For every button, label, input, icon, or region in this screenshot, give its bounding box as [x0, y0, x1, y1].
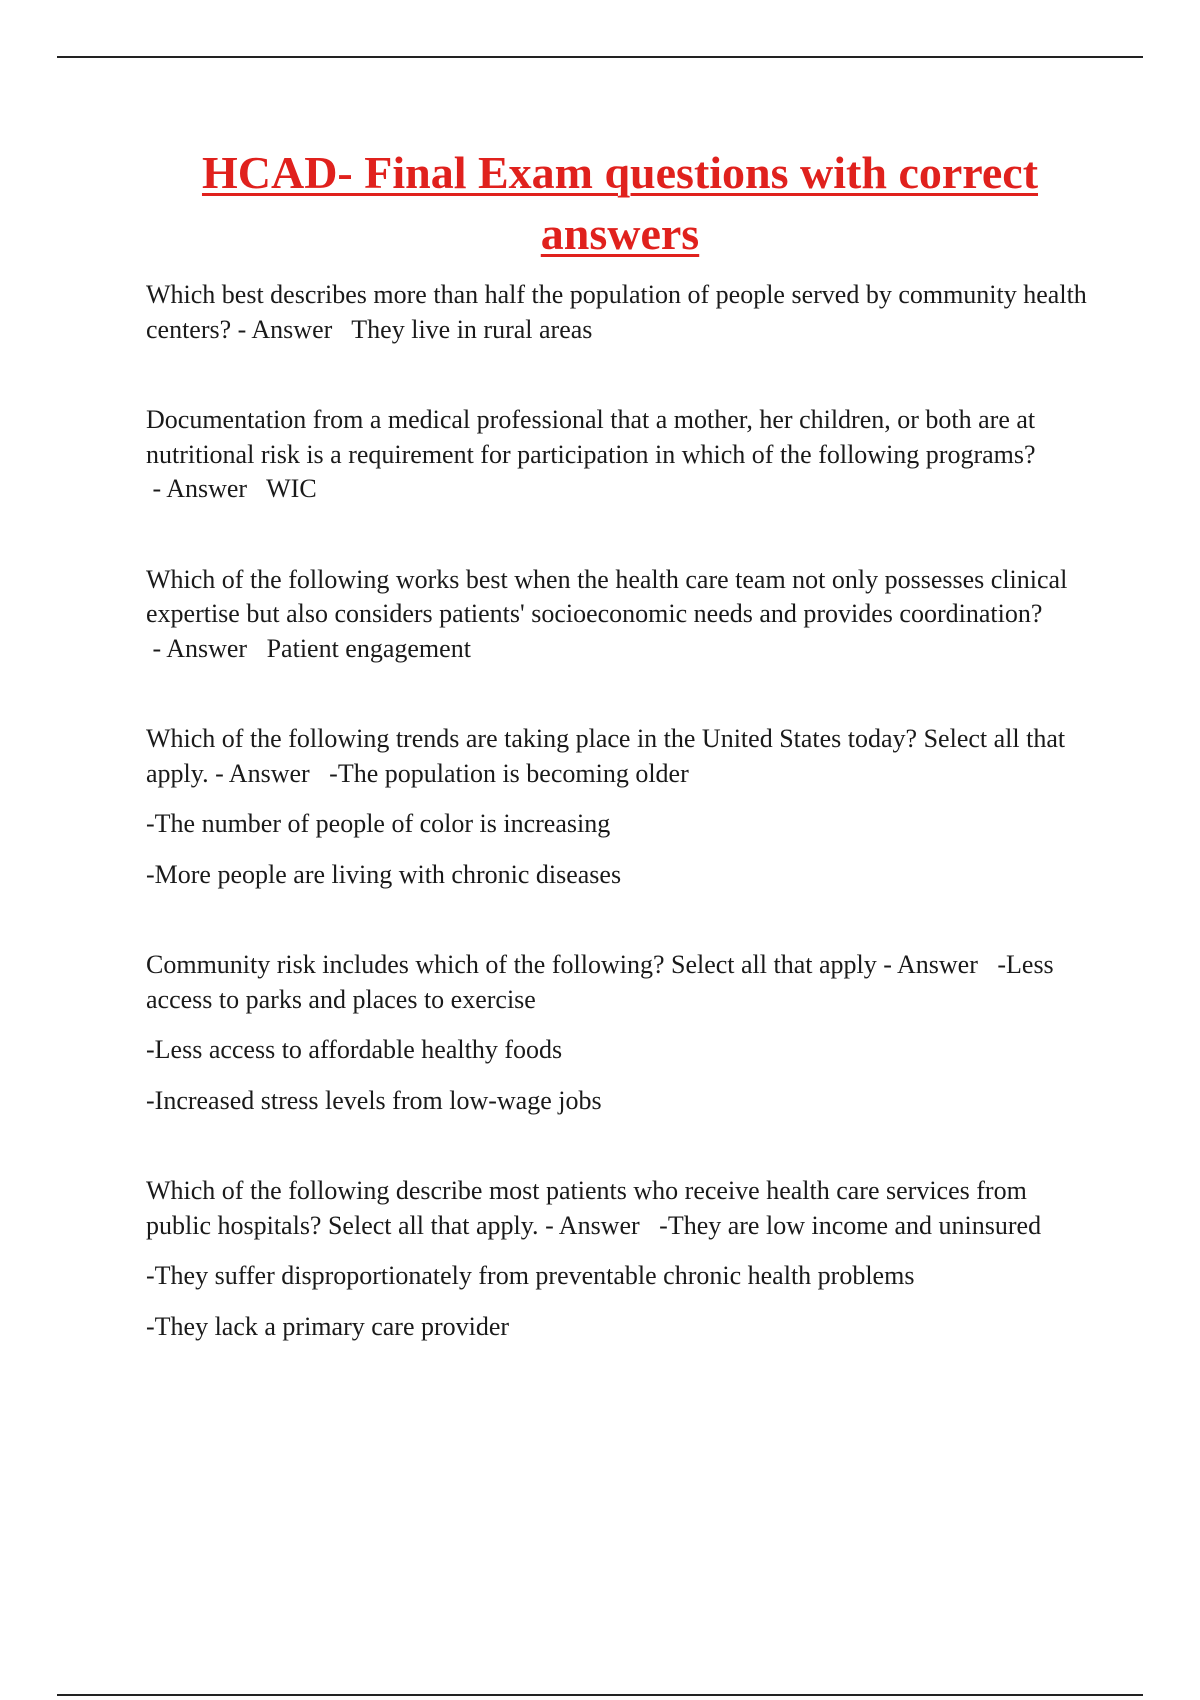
- question-paragraph: [146, 1174, 1096, 1243]
- answer-separator: - Answer: [876, 950, 998, 979]
- bottom-rule: [57, 1694, 1143, 1696]
- qa-item: [146, 278, 1096, 347]
- answer-text: Patient engagement: [266, 633, 471, 663]
- answer-line: -They lack a primary care provider: [146, 1311, 510, 1341]
- qa-item: [146, 403, 1096, 507]
- question-paragraph: [146, 403, 1096, 507]
- question-text: Which of the following trends are taking place in the United States today? Select all that apply.: [146, 724, 1066, 788]
- answer-text: -Less access to parks and places to exercise: [146, 950, 1054, 1014]
- answer-text: They live in rural areas: [351, 314, 593, 344]
- answer-separator: - Answer: [146, 633, 267, 663]
- answer-line: -Increased stress levels from low-wage jobs: [146, 1085, 602, 1115]
- question-text: Which of the following works best when the health care team not only possesses clinical expertise but also considers patients' socioeconomic needs and provides coordination?: [146, 564, 1068, 628]
- answer-line: -The number of people of color is increasing: [146, 809, 611, 838]
- answer-separator: - Answer: [146, 474, 267, 503]
- answer-separator: - Answer: [538, 1210, 660, 1240]
- answer-text: -The population is becoming older: [329, 758, 689, 788]
- answer-separator: - Answer: [231, 314, 352, 344]
- question-text: Documentation from a medical professional that a mother, her children, or both are at nutritional risk is a requirement for participation in which of the following programs?: [146, 405, 1036, 469]
- answer-line: -They suffer disproportionately from preventable chronic health problems: [146, 1261, 915, 1290]
- answer-separator: - Answer: [208, 758, 330, 788]
- question-text: Community risk includes which of the following? Select all that apply: [146, 950, 877, 979]
- qa-item: [146, 948, 1096, 1118]
- answer-line: -Less access to affordable healthy foods: [146, 1035, 563, 1064]
- question-paragraph: [146, 948, 1096, 1017]
- qa-item: [146, 1174, 1096, 1344]
- question-paragraph: [146, 722, 1096, 791]
- question-text: Which of the following describe most patients who receive health care services from public hospitals? Select all that apply.: [146, 1176, 1027, 1240]
- qa-item: [146, 563, 1096, 667]
- top-rule: [57, 56, 1143, 58]
- answer-text: -They are low income and uninsured: [659, 1210, 1042, 1240]
- qa-item: [146, 722, 1096, 892]
- document-title: HCAD- Final Exam questions with correct answers: [201, 147, 1039, 259]
- answer-line: -More people are living with chronic diseases: [146, 859, 622, 889]
- question-text: Which best describes more than half the population of people served by community health centers?: [146, 280, 1087, 344]
- answer-text: WIC: [266, 474, 317, 503]
- question-paragraph: [146, 278, 1096, 347]
- question-paragraph: [146, 563, 1096, 667]
- qa-list: [146, 278, 1096, 1344]
